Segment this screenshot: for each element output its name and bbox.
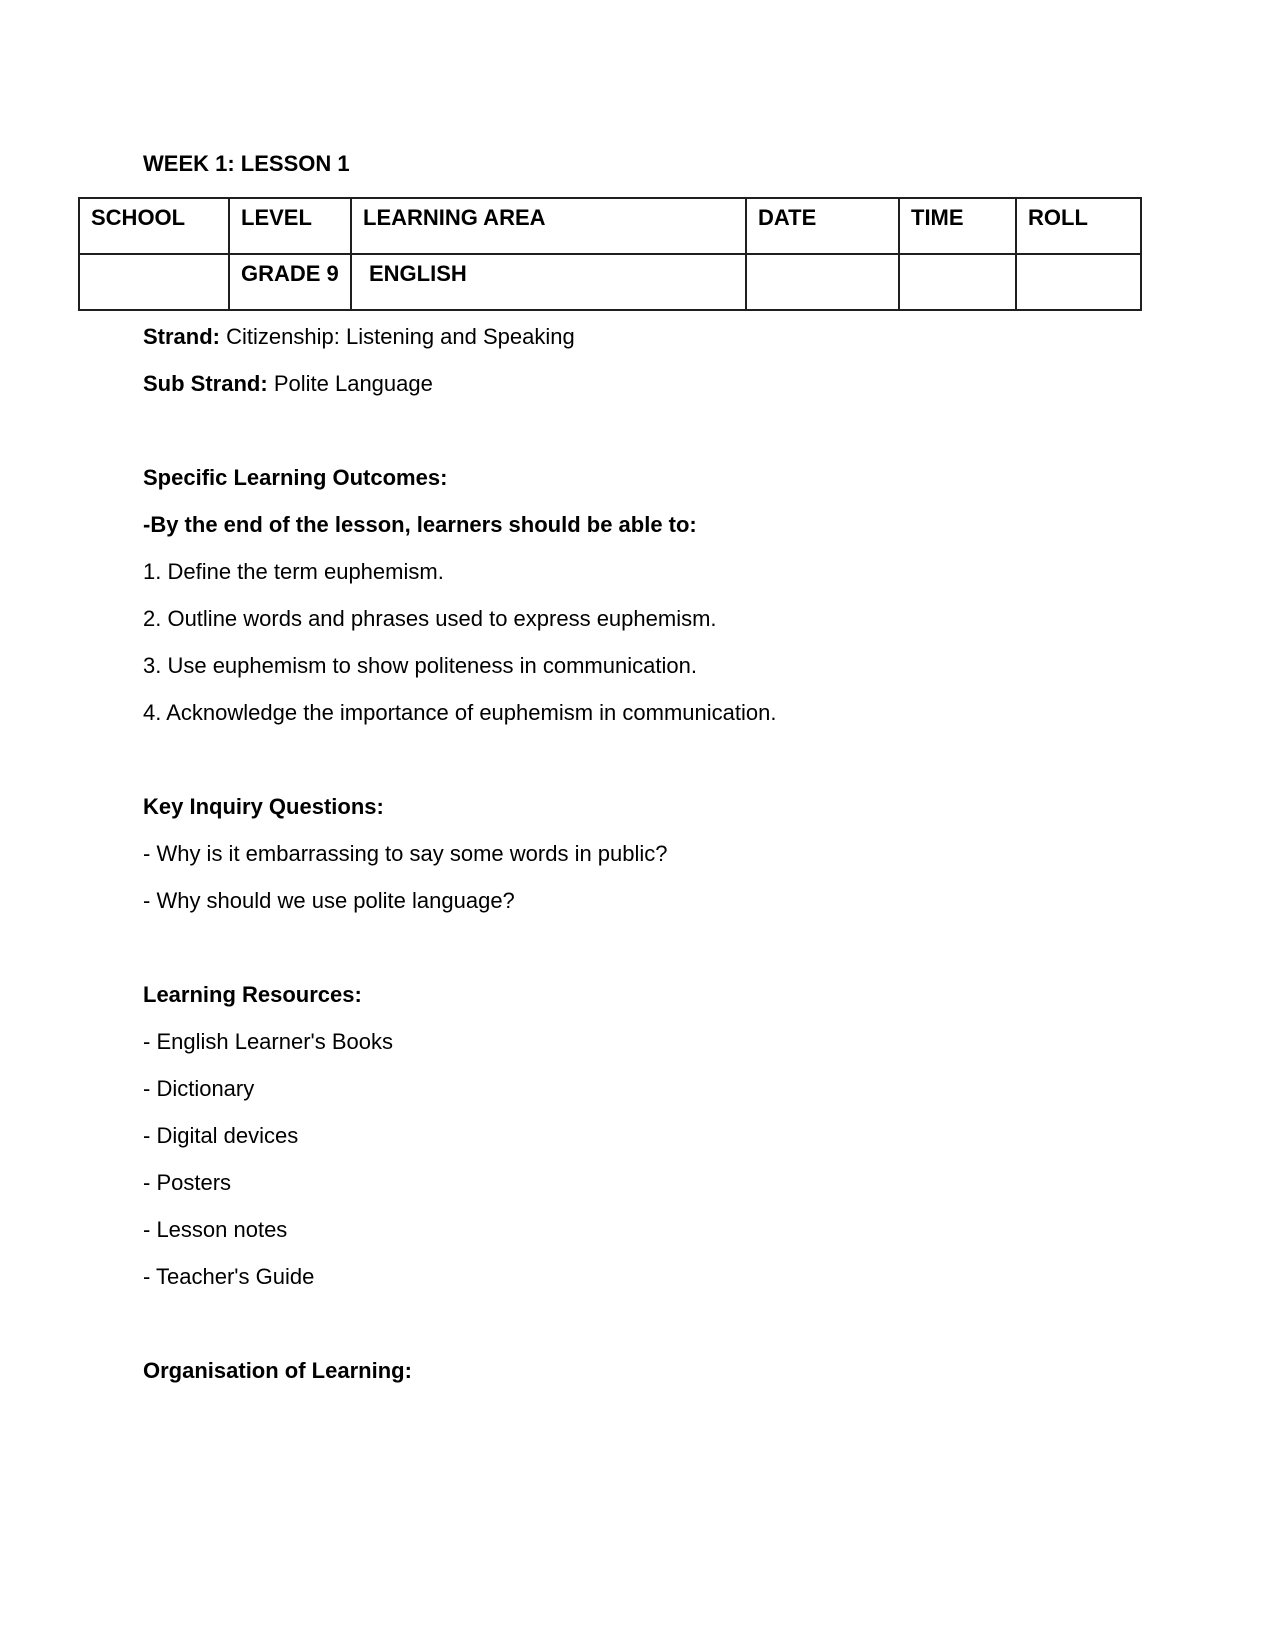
organisation-heading: Organisation of Learning:: [143, 1358, 412, 1383]
outcome-item: 3. Use euphemism to show politeness in communication.: [143, 653, 697, 678]
key-inquiry-heading: Key Inquiry Questions:: [143, 794, 384, 819]
cell-learning-area-value: ENGLISH: [351, 254, 746, 310]
cell-time-value: [899, 254, 1016, 310]
cell-level-value: GRADE 9: [229, 254, 351, 310]
resource-item: - Teacher's Guide: [143, 1264, 315, 1289]
cell-date-value: [746, 254, 899, 310]
outcomes-heading: Specific Learning Outcomes:: [143, 465, 448, 490]
table-data-row: [79, 254, 1141, 310]
page-title: WEEK 1: LESSON 1: [143, 151, 350, 176]
resource-item: - Lesson notes: [143, 1217, 288, 1242]
resource-item: - Posters: [143, 1170, 232, 1195]
blank-line: [0, 746, 1275, 793]
header-cell-date: DATE: [746, 198, 899, 254]
sub-strand-label: Sub Strand:: [143, 371, 268, 396]
blank-line: [0, 934, 1275, 981]
lesson-info-table: [78, 197, 1142, 311]
header-cell-level: LEVEL: [229, 198, 351, 254]
resource-item: - Digital devices: [143, 1123, 299, 1148]
outcome-item: 1. Define the term euphemism.: [143, 559, 444, 584]
outcome-item: 4. Acknowledge the importance of euphemism in communication.: [143, 700, 777, 725]
cell-school-value: [79, 254, 229, 310]
key-inquiry-item: - Why should we use polite language?: [143, 888, 515, 913]
table-header-row: [79, 198, 1141, 254]
header-cell-time: TIME: [899, 198, 1016, 254]
outcomes-intro: -By the end of the lesson, learners should be able to:: [143, 512, 697, 537]
blank-line: [0, 1310, 1275, 1357]
header-cell-roll: ROLL: [1016, 198, 1141, 254]
blank-line: [0, 417, 1275, 464]
key-inquiry-item: - Why is it embarrassing to say some words in public?: [143, 841, 668, 866]
sub-strand-line: [143, 370, 1275, 397]
document-content: [0, 150, 1275, 1404]
outcome-item: 2. Outline words and phrases used to express euphemism.: [143, 606, 717, 631]
header-cell-learning-area: LEARNING AREA: [351, 198, 746, 254]
header-cell-school: SCHOOL: [79, 198, 229, 254]
strand-value: Citizenship: Listening and Speaking: [226, 324, 575, 349]
sub-strand-value: Polite Language: [273, 371, 433, 396]
resource-item: - Dictionary: [143, 1076, 255, 1101]
strand-line: [143, 323, 1275, 350]
resources-heading: Learning Resources:: [143, 982, 362, 1007]
resource-item: - English Learner's Books: [143, 1029, 393, 1054]
cell-roll-value: [1016, 254, 1141, 310]
strand-label: Strand:: [143, 324, 220, 349]
